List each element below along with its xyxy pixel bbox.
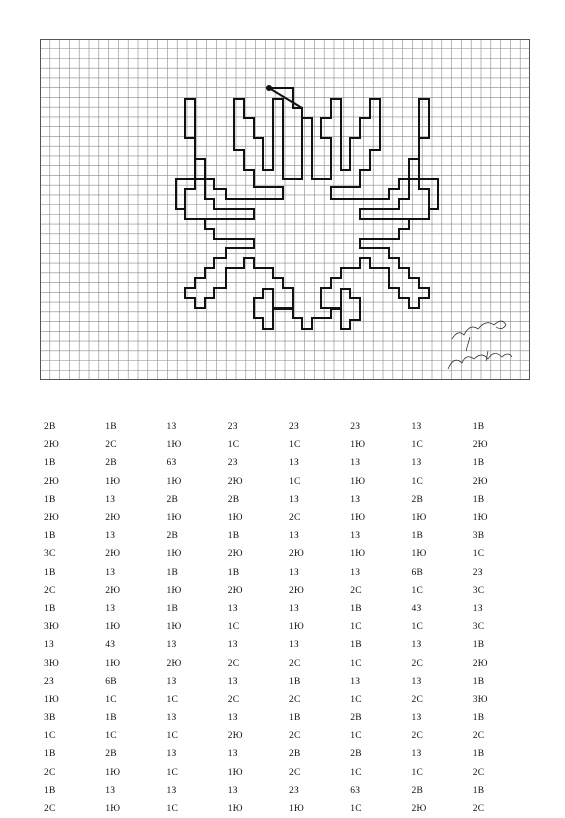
instruction-cell: 1З bbox=[472, 603, 483, 614]
instruction-cell: 1З bbox=[166, 785, 177, 796]
instruction-cell: 2С bbox=[350, 585, 362, 596]
instruction-cell: 1С bbox=[350, 731, 362, 742]
instruction-cell: 1З bbox=[44, 640, 54, 651]
instruction-cell: 1В bbox=[44, 458, 56, 469]
instruction-cell: 1В bbox=[44, 749, 56, 760]
instruction-cell: 2Ю bbox=[472, 476, 488, 487]
instruction-cell: 1З bbox=[411, 713, 422, 724]
instruction-cell: 2З bbox=[472, 567, 483, 578]
instruction-cell: 2С bbox=[411, 731, 423, 742]
instruction-cell: 2В bbox=[227, 494, 240, 505]
instruction-cell: 2С bbox=[472, 731, 485, 742]
instruction-cell: 1В bbox=[289, 713, 301, 724]
instruction-cell: 2Ю bbox=[227, 549, 243, 560]
instruction-row bbox=[44, 491, 534, 509]
instruction-cell: 1З bbox=[350, 494, 361, 505]
instruction-cell: 1З bbox=[289, 640, 299, 651]
instruction-cell: 1С bbox=[105, 731, 117, 742]
instruction-cell: 2С bbox=[472, 767, 485, 778]
instruction-cell: 1Ю bbox=[350, 440, 366, 451]
instruction-cell: 1В bbox=[166, 603, 178, 614]
instruction-cell: 1З bbox=[227, 603, 238, 614]
instruction-cell: 1Ю bbox=[166, 622, 182, 633]
instruction-cell: 2С bbox=[472, 804, 485, 815]
spider-drawing bbox=[176, 88, 438, 329]
instruction-cell: 1В bbox=[472, 640, 485, 651]
instruction-cell: 1З bbox=[166, 640, 177, 651]
instruction-cell: 3Ю bbox=[44, 658, 59, 669]
instruction-cell: 1В bbox=[472, 458, 485, 469]
instruction-cell: 1Ю bbox=[411, 549, 427, 560]
instruction-cell: 1З bbox=[350, 676, 361, 687]
instruction-cell: 1В bbox=[472, 749, 485, 760]
instruction-row bbox=[44, 782, 534, 800]
instruction-cell: 1С bbox=[289, 440, 301, 451]
instruction-cell: 1Ю bbox=[166, 585, 182, 596]
instruction-cell: 1Ю bbox=[411, 513, 427, 524]
instruction-cell: 1Ю bbox=[350, 476, 366, 487]
instruction-cell: 2С bbox=[289, 694, 301, 705]
instruction-cell: 1З bbox=[411, 676, 422, 687]
instruction-cell: 1С bbox=[350, 622, 362, 633]
instruction-cell: 1С bbox=[411, 440, 423, 451]
instruction-cell: 2Ю bbox=[472, 440, 488, 451]
instruction-cell: 1З bbox=[350, 531, 361, 542]
instruction-cell: 1В bbox=[44, 494, 56, 505]
instruction-cell: 3Ю bbox=[44, 622, 59, 633]
instruction-cell: 1З bbox=[350, 567, 361, 578]
instruction-cell: 2З bbox=[44, 676, 54, 687]
instruction-cell: 1В bbox=[350, 640, 362, 651]
instruction-row bbox=[44, 473, 534, 491]
instruction-cell: 1В bbox=[44, 603, 56, 614]
instruction-cell: 3С bbox=[44, 549, 56, 560]
instruction-row bbox=[44, 654, 534, 672]
instruction-cell: 1В bbox=[44, 567, 56, 578]
instruction-cell: 3Ю bbox=[472, 694, 488, 705]
instruction-cell: 2Ю bbox=[472, 658, 488, 669]
instruction-cell: 2Ю bbox=[105, 513, 121, 524]
instruction-cell: 2С bbox=[227, 658, 240, 669]
instruction-cell: 1В bbox=[44, 785, 56, 796]
instruction-cell: 1З bbox=[166, 676, 177, 687]
instruction-cell: 1В bbox=[166, 567, 178, 578]
instruction-cell: 2Ю bbox=[105, 549, 121, 560]
instruction-cell: 1Ю bbox=[289, 804, 304, 815]
instruction-cell: 1С bbox=[166, 804, 178, 815]
instruction-cell: 1С bbox=[289, 476, 301, 487]
instruction-cell: 1З bbox=[289, 531, 299, 542]
instruction-cell: 1З bbox=[411, 640, 422, 651]
instruction-cell: 1С bbox=[350, 658, 362, 669]
instruction-cell: 2Ю bbox=[411, 804, 427, 815]
instruction-cell: 1Ю bbox=[44, 694, 59, 705]
instruction-cell: 2В bbox=[166, 494, 178, 505]
instruction-cell: 2З bbox=[350, 422, 361, 433]
instruction-cell: 2З bbox=[227, 422, 238, 433]
instruction-cell: 2С bbox=[411, 694, 423, 705]
instruction-cell: 1В bbox=[227, 567, 240, 578]
instruction-cell: 2Ю bbox=[227, 731, 243, 742]
instruction-cell: 1З bbox=[105, 567, 116, 578]
instruction-cell: 1З bbox=[350, 458, 361, 469]
instructions-table bbox=[44, 418, 534, 818]
instruction-cell: 2В bbox=[105, 749, 117, 760]
instruction-row bbox=[44, 636, 534, 654]
instruction-cell: 2С bbox=[44, 585, 56, 596]
instruction-cell: 1С bbox=[411, 476, 423, 487]
instruction-cell: 1Ю bbox=[289, 622, 304, 633]
instruction-cell: 2В bbox=[289, 749, 301, 760]
grid-lines bbox=[40, 39, 530, 380]
instruction-cell: 1В bbox=[472, 422, 485, 433]
instruction-cell: 1С bbox=[411, 767, 423, 778]
instruction-cell: 6В bbox=[411, 567, 423, 578]
instruction-cell: 1Ю bbox=[166, 549, 182, 560]
instruction-cell: 1В bbox=[44, 531, 56, 542]
instruction-cell: 2В bbox=[350, 749, 362, 760]
instruction-cell: 1З bbox=[289, 458, 299, 469]
instruction-row bbox=[44, 545, 534, 563]
instruction-cell: 1В bbox=[227, 531, 240, 542]
instruction-row bbox=[44, 454, 534, 472]
instruction-cell: 1В bbox=[472, 785, 485, 796]
instruction-cell: 1З bbox=[166, 749, 177, 760]
instruction-cell: 1С bbox=[166, 731, 178, 742]
instruction-cell: 1З bbox=[227, 676, 238, 687]
instruction-cell: 1С bbox=[227, 440, 240, 451]
instruction-cell: 1С bbox=[411, 585, 423, 596]
instruction-cell: 1Ю bbox=[227, 804, 243, 815]
instruction-row bbox=[44, 709, 534, 727]
instruction-cell: 2В bbox=[166, 531, 178, 542]
instruction-cell: 4З bbox=[105, 640, 116, 651]
instruction-cell: 1Ю bbox=[227, 513, 243, 524]
instruction-cell: 6З bbox=[350, 785, 361, 796]
instruction-cell: 2В bbox=[411, 785, 423, 796]
instruction-cell: 2Ю bbox=[227, 476, 243, 487]
instruction-cell: 6З bbox=[166, 458, 177, 469]
instruction-cell: 1Ю bbox=[166, 440, 182, 451]
instruction-cell: 1Ю bbox=[105, 476, 121, 487]
instruction-cell: 1В bbox=[472, 713, 485, 724]
instruction-cell: 1Ю bbox=[105, 658, 121, 669]
instruction-cell: 1Ю bbox=[350, 513, 366, 524]
instruction-cell: 1Ю bbox=[472, 513, 488, 524]
instruction-row bbox=[44, 600, 534, 618]
instruction-cell: 1З bbox=[105, 785, 116, 796]
instruction-row bbox=[44, 564, 534, 582]
instruction-cell: 1В bbox=[105, 422, 117, 433]
instruction-cell: 2С bbox=[289, 513, 301, 524]
instruction-cell: 2В bbox=[44, 422, 56, 433]
instruction-row bbox=[44, 727, 534, 745]
instruction-cell: 1З bbox=[105, 603, 116, 614]
instruction-cell: 1З bbox=[411, 458, 422, 469]
instruction-cell: 2С bbox=[289, 731, 301, 742]
instruction-cell: 1В bbox=[105, 713, 117, 724]
instruction-row bbox=[44, 509, 534, 527]
instruction-cell: 4З bbox=[411, 603, 422, 614]
instruction-cell: 1Ю bbox=[350, 549, 366, 560]
instruction-row bbox=[44, 800, 534, 818]
instruction-cell: 3В bbox=[472, 531, 485, 542]
instruction-cell: 2С bbox=[411, 658, 423, 669]
instruction-cell: 1С bbox=[411, 622, 423, 633]
instruction-row bbox=[44, 745, 534, 763]
instruction-cell: 2Ю bbox=[44, 476, 59, 487]
instruction-cell: 1С bbox=[227, 622, 240, 633]
instruction-cell: 1В bbox=[289, 676, 301, 687]
instruction-cell: 1З bbox=[289, 603, 299, 614]
instruction-cell: 1З bbox=[166, 422, 177, 433]
instruction-cell: 1С bbox=[44, 731, 56, 742]
instruction-cell: 2Ю bbox=[289, 585, 304, 596]
instruction-cell: 1С bbox=[350, 804, 362, 815]
instruction-cell: 1С bbox=[105, 694, 117, 705]
instruction-cell: 2Ю bbox=[44, 513, 59, 524]
instruction-cell: 1Ю bbox=[227, 767, 243, 778]
instruction-cell: 2З bbox=[227, 458, 238, 469]
instruction-cell: 1З bbox=[411, 749, 422, 760]
instruction-row bbox=[44, 691, 534, 709]
instruction-row bbox=[44, 436, 534, 454]
instruction-cell: 2З bbox=[289, 785, 299, 796]
instruction-cell: 6В bbox=[105, 676, 117, 687]
instruction-cell: 1В bbox=[411, 531, 423, 542]
instruction-cell: 1Ю bbox=[105, 767, 121, 778]
instruction-cell: 1В bbox=[472, 494, 485, 505]
instruction-cell: 1З bbox=[289, 494, 299, 505]
graph-paper-grid bbox=[40, 39, 530, 380]
instruction-cell: 3С bbox=[472, 622, 485, 633]
start-dot bbox=[266, 85, 272, 91]
instruction-cell: 3В bbox=[44, 713, 56, 724]
instruction-cell: 1Ю bbox=[166, 513, 182, 524]
instruction-cell: 3С bbox=[472, 585, 485, 596]
instruction-cell: 2Ю bbox=[105, 585, 121, 596]
instruction-cell: 1Ю bbox=[105, 804, 121, 815]
instruction-cell: 1С bbox=[166, 694, 178, 705]
instruction-cell: 2З bbox=[289, 422, 299, 433]
instruction-cell: 2С bbox=[227, 694, 240, 705]
instruction-cell: 1С bbox=[166, 767, 178, 778]
instruction-row bbox=[44, 527, 534, 545]
instruction-cell: 2В bbox=[105, 458, 117, 469]
instruction-cell: 2Ю bbox=[227, 585, 243, 596]
instruction-cell: 1С bbox=[350, 767, 362, 778]
instruction-cell: 1З bbox=[105, 494, 116, 505]
instruction-cell: 2С bbox=[289, 767, 301, 778]
instruction-row bbox=[44, 618, 534, 636]
instruction-cell: 1З bbox=[227, 785, 238, 796]
instruction-cell: 1З bbox=[411, 422, 422, 433]
instruction-row bbox=[44, 673, 534, 691]
instruction-cell: 1З bbox=[105, 531, 116, 542]
instruction-cell: 2С bbox=[44, 804, 56, 815]
instruction-cell: 1З bbox=[227, 713, 238, 724]
instruction-row bbox=[44, 418, 534, 436]
instruction-cell: 1Ю bbox=[166, 476, 182, 487]
instruction-row bbox=[44, 764, 534, 782]
instruction-cell: 1З bbox=[166, 713, 177, 724]
instruction-cell: 1С bbox=[350, 694, 362, 705]
instruction-cell: 2С bbox=[105, 440, 117, 451]
instruction-cell: 2Ю bbox=[166, 658, 182, 669]
instruction-cell: 2В bbox=[411, 494, 423, 505]
instruction-cell: 1З bbox=[289, 567, 299, 578]
instruction-cell: 1Ю bbox=[105, 622, 121, 633]
instruction-cell: 2В bbox=[350, 713, 362, 724]
instruction-cell: 2Ю bbox=[44, 440, 59, 451]
instruction-row bbox=[44, 582, 534, 600]
instruction-cell: 2С bbox=[44, 767, 56, 778]
instruction-cell: 1В bbox=[350, 603, 362, 614]
instruction-cell: 1С bbox=[472, 549, 485, 560]
instruction-cell: 1З bbox=[227, 749, 238, 760]
instruction-cell: 2Ю bbox=[289, 549, 304, 560]
instruction-cell: 2С bbox=[289, 658, 301, 669]
instruction-cell: 1В bbox=[472, 676, 485, 687]
instruction-cell: 1З bbox=[227, 640, 238, 651]
